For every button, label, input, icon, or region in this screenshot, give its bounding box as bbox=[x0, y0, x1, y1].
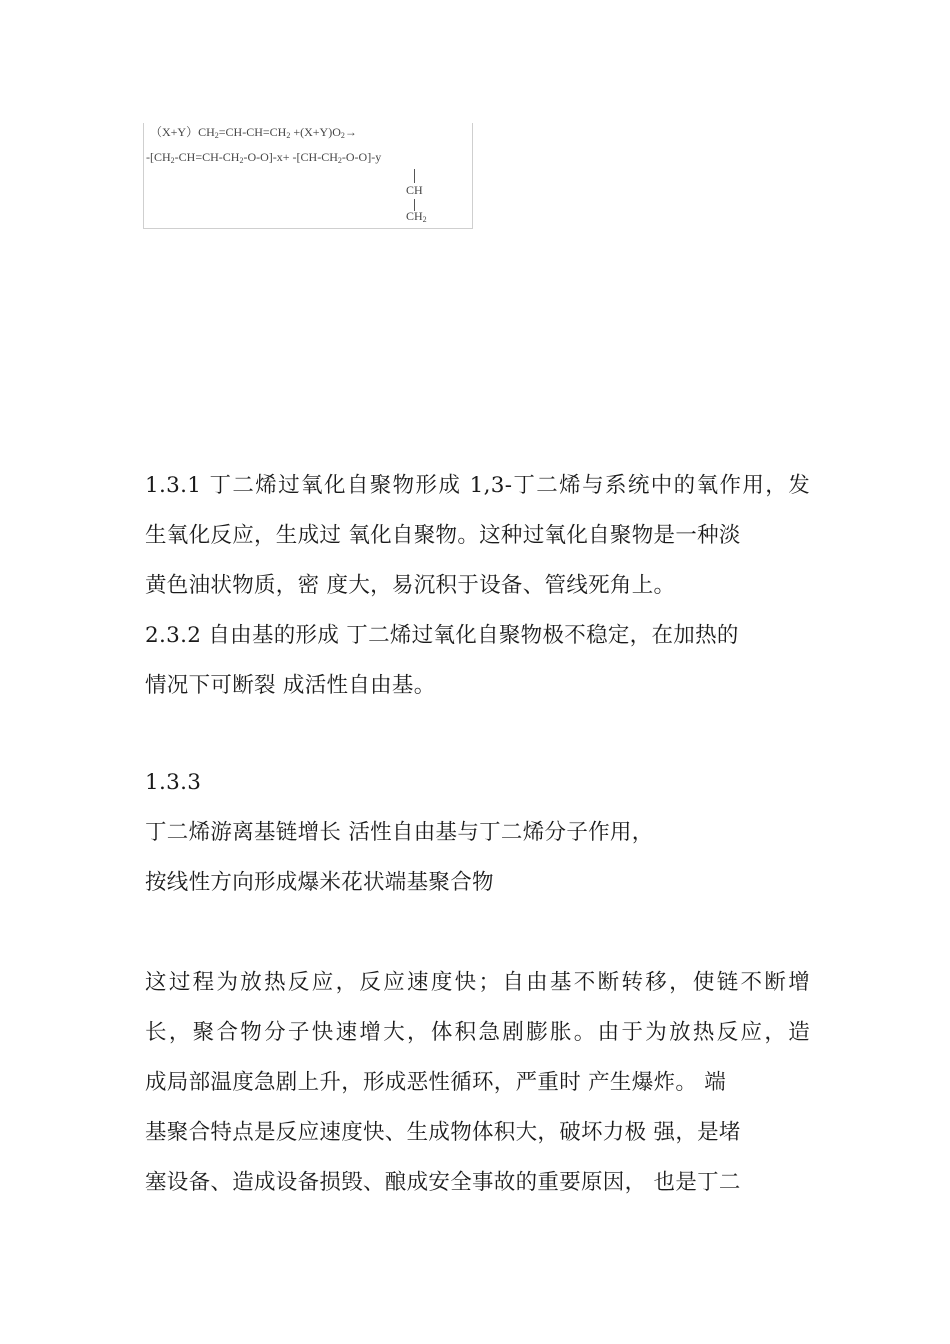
section-number: 1.3.3 bbox=[145, 770, 202, 795]
text-line: 2.3.2 自由基的形成 丁二烯过氧化自聚物极不稳定，在加热的 bbox=[145, 623, 739, 648]
r2-a-sub: 2 bbox=[170, 156, 175, 165]
r1-b: =CH-CH=CH bbox=[218, 125, 287, 139]
r1-b-sub: 2 bbox=[286, 131, 291, 140]
text-line: 黄色油状物质，密 度大，易沉积于设备、管线死角上。 bbox=[145, 573, 676, 598]
r1-c: +(X+Y)O bbox=[290, 125, 341, 139]
text-line: 成局部温度急剧上升，形成恶性循环，严重时 产生爆炸。 端 bbox=[145, 1070, 727, 1095]
r2-a: -[CH bbox=[146, 150, 171, 164]
r1-c-sub: 2 bbox=[340, 131, 345, 140]
reaction-arrow: → bbox=[344, 125, 357, 139]
text-line: 1.3.1 丁二烯过氧化自聚物形成 1,3-丁二烯与系统中的氧作用，发 bbox=[145, 473, 810, 498]
text-line: 基聚合特点是反应速度快、生成物体积大，破坏力极 强，是堵 bbox=[145, 1120, 741, 1145]
r2-b-sub: 2 bbox=[239, 156, 244, 165]
text-line: 按线性方向形成爆米花状端基聚合物 bbox=[145, 870, 494, 895]
bond-line-1 bbox=[414, 169, 415, 183]
reaction-line-1 bbox=[150, 123, 357, 140]
paragraph-exothermic-reaction bbox=[145, 958, 810, 1208]
r1-a-sub: 2 bbox=[214, 131, 219, 140]
reaction-line-2 bbox=[146, 150, 381, 165]
text-line: 情况下可断裂 成活性自由基。 bbox=[145, 673, 436, 698]
text-line: 长，聚合物分子快速增大，体积急剧膨胀。由于为放热反应，造 bbox=[145, 1020, 810, 1045]
branch-group-ch2 bbox=[406, 209, 427, 224]
text-line: 生氧化反应，生成过 氧化自聚物。这种过氧化自聚物是一种淡 bbox=[145, 523, 741, 548]
r1-a: （X+Y）CH bbox=[150, 125, 215, 139]
branch2-sub: 2 bbox=[422, 215, 427, 224]
paragraph-chain-growth bbox=[145, 758, 810, 908]
text-line: 丁二烯游离基链增长 活性自由基与丁二烯分子作用， bbox=[145, 820, 654, 845]
text-line: 塞设备、造成设备损毁、酿成安全事故的重要原因， 也是丁二 bbox=[145, 1170, 741, 1195]
r2-c-sub: 2 bbox=[337, 156, 342, 165]
branch-group-ch: CH bbox=[406, 183, 423, 197]
r2-b: -CH=CH-CH bbox=[174, 150, 240, 164]
r2-d: -O-O]-y bbox=[341, 150, 382, 164]
r2-c: -O-O]-x+ -[CH-CH bbox=[243, 150, 338, 164]
reaction-equation-figure bbox=[143, 123, 473, 229]
paragraph-peroxide-formation bbox=[145, 461, 810, 711]
text-line: 这过程为放热反应，反应速度快；自由基不断转移，使链不断增 bbox=[145, 970, 810, 995]
branch2-text: CH bbox=[406, 209, 423, 223]
